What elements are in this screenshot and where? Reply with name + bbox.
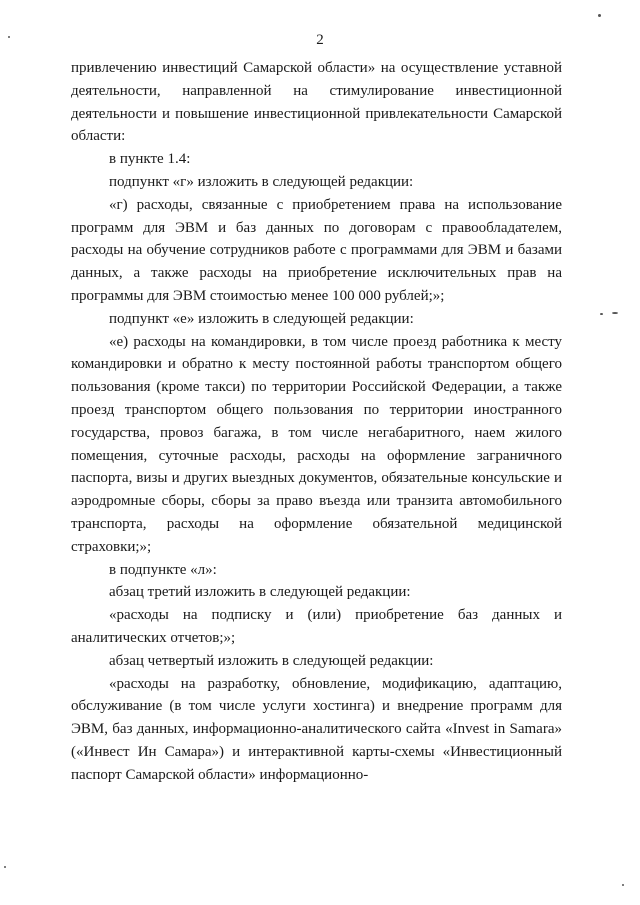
paragraph: «расходы на подписку и (или) приобретение баз данных и аналитических отчетов;»; — [71, 607, 562, 646]
paragraph: «расходы на разработку, обновление, модификацию, адаптацию, обслуживание (в том числе услуги хостинга) и внедрение программ для ЭВМ, баз данных, информационно-аналитического сайта «Invest in Samara» («Инвест Ин Самара») и интерактивной карты-схемы «Инвестиционный паспорт Самарской области» информационно- — [71, 675, 562, 783]
scan-speck — [600, 313, 603, 315]
paragraph: в пункте 1.4: — [109, 151, 191, 168]
scan-speck — [8, 36, 10, 38]
document-body — [71, 57, 562, 787]
paragraph: привлечению инвестиций Самарской области» на осуществление уставной деятельности, направленной на стимулирование инвестиционной деятельности и повышение инвестиционной привлекательности Самарской области: — [71, 60, 562, 145]
paragraph: подпункт «г» изложить в следующей редакции: — [109, 173, 414, 190]
paragraph: абзац четвертый изложить в следующей редакции: — [109, 652, 434, 669]
paragraph: подпункт «е» изложить в следующей редакции: — [109, 310, 414, 327]
scan-speck — [622, 884, 624, 886]
paragraph: в подпункте «л»: — [109, 561, 217, 578]
scan-speck — [598, 14, 601, 17]
scan-speck — [4, 866, 6, 868]
paragraph: «е) расходы на командировки, в том числе проезд работника к месту командировки и обратно к месту постоянной работы транспортом общего пользования (кроме такси) по территории Российской Федерации, а также проезд транспортом общего пользования по территории иностранного государства, провоз багажа, в том числе негабаритного, наем жилого помещения, суточные расходы, расходы на оформление заграничного паспорта, визы и других выездных документов, обязательные консульские и аэродромные сборы, сборы за право въезда или транзита автомобильного транспорта, расходы на оформление обязательной медицинской страховки;»; — [71, 333, 562, 555]
scan-speck — [612, 312, 618, 314]
paragraph: абзац третий изложить в следующей редакции: — [109, 584, 411, 601]
paragraph: «г) расходы, связанные с приобретением права на использование программ для ЭВМ и баз данных по договорам с правообладателем, расходы на обучение сотрудников работе с программами для ЭВМ и базами данных, а также расходы на приобретение исключительных прав на программы для ЭВМ стоимостью менее 100 000 рублей;»; — [71, 196, 562, 304]
page-number: 2 — [316, 32, 324, 48]
